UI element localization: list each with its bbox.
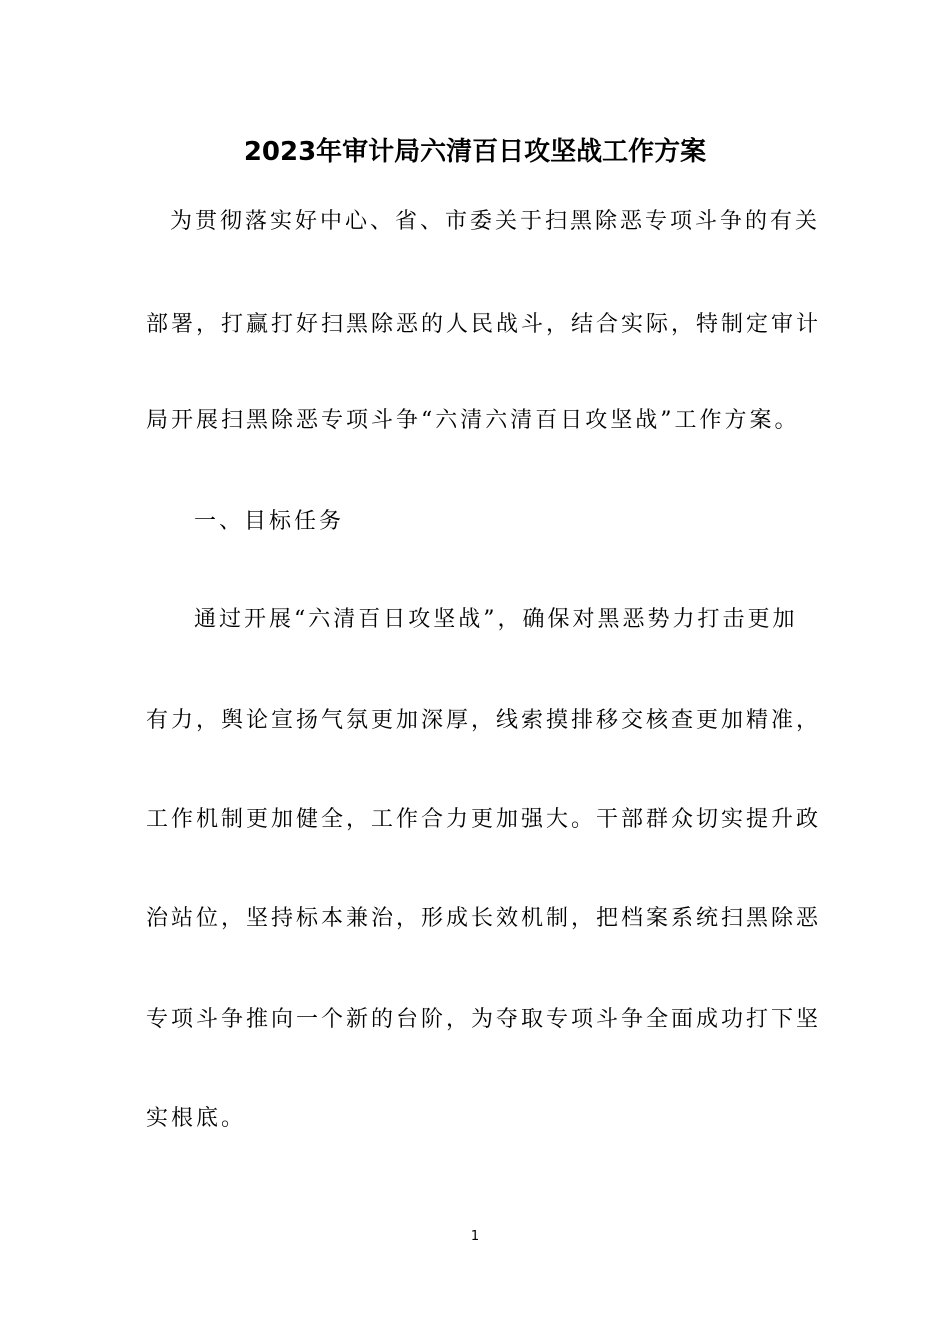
paragraph-line: 治站位，坚持标本兼治，形成长效机制，把档案系统扫黑除恶	[146, 906, 822, 931]
section-heading: 一、目标任务	[194, 509, 345, 534]
paragraph-line: 有力，舆论宣扬气氛更加深厚，线索摸排移交核查更加精准，	[146, 708, 822, 733]
paragraph-line: 为贯彻落实好中心、省、市委关于扫黑除恶专项斗争的有关	[170, 209, 821, 234]
paragraph-line: 专项斗争推向一个新的台阶，为夺取专项斗争全面成功打下坚	[146, 1007, 822, 1032]
paragraph-line: 实根底。	[146, 1106, 247, 1131]
paragraph-line: 部署，打赢打好扫黑除恶的人民战斗，结合实际，特制定审计	[146, 312, 822, 337]
paragraph-line: 工作机制更加健全，工作合力更加强大。干部群众切实提升政	[146, 807, 822, 832]
paragraph-line: 通过开展“六清百日攻坚战”，确保对黑恶势力打击更加	[194, 607, 798, 632]
document-title: 2023年审计局六清百日攻坚战工作方案	[243, 137, 707, 167]
page-number: 1	[470, 1229, 480, 1244]
paragraph-line: 局开展扫黑除恶专项斗争“六清六清百日攻坚战”工作方案。	[146, 408, 800, 433]
